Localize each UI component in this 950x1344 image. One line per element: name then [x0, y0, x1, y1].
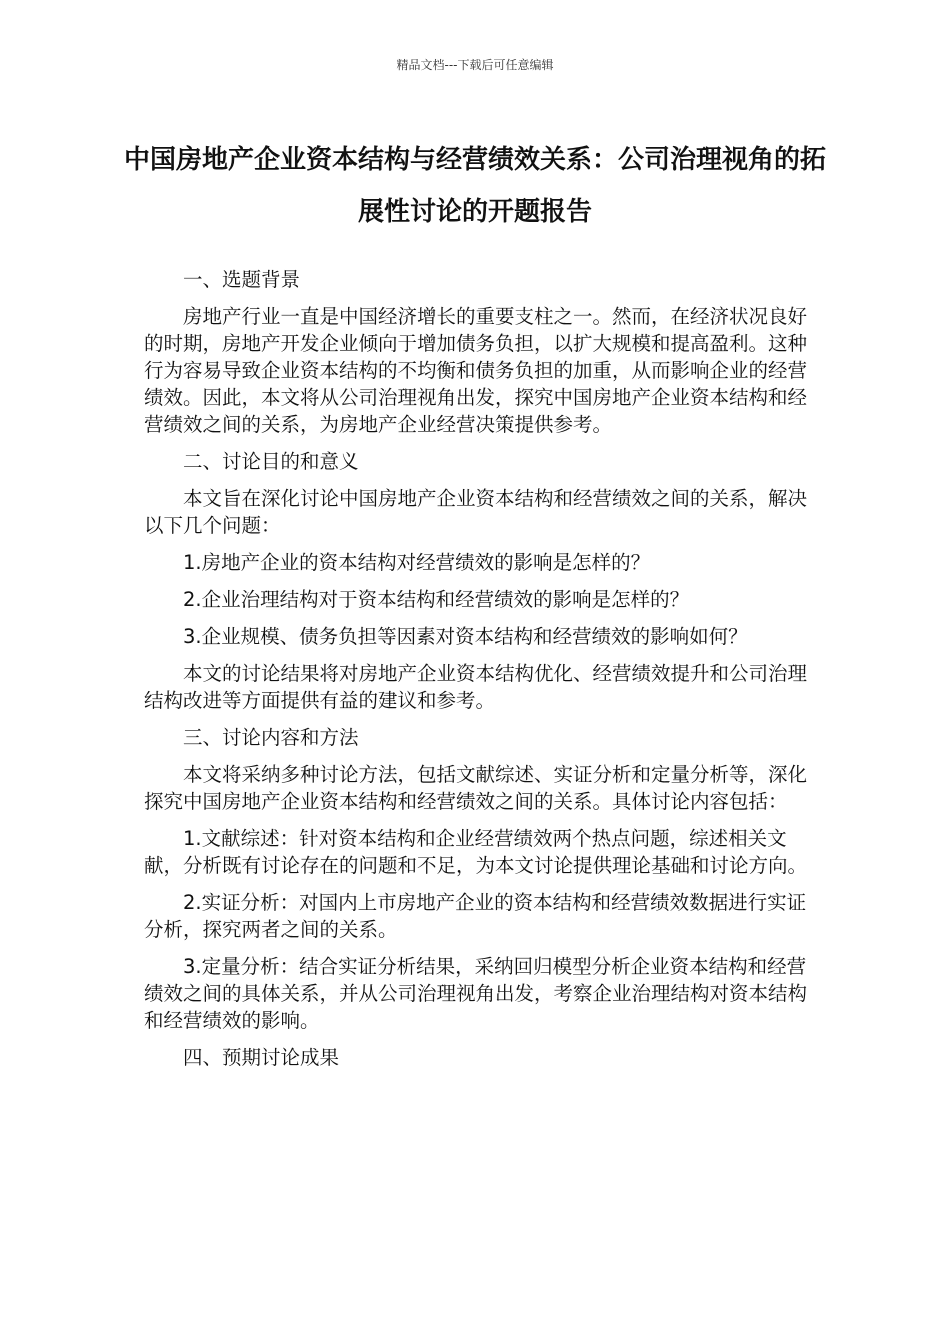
list-item-method-3: 3.定量分析：结合实证分析结果，采纳回归模型分析企业资本结构和经营绩效之间的具体关系，并从公司治理视角出发，考察企业治理结构对资本结构和经营绩效的影响。 — [144, 955, 808, 1032]
page-header: 精品文档---下载后可任意编辑 — [396, 58, 554, 72]
list-item-method-2: 2.实证分析：对国内上市房地产企业的资本结构和经营绩效数据进行实证分析，探究两者之间的关系。 — [144, 891, 807, 941]
section-heading-expected-results: 四、预期讨论成果 — [183, 1046, 340, 1069]
section-heading-background: 一、选题背景 — [183, 268, 301, 291]
document-body — [144, 266, 808, 1081]
paragraph-purpose-intro: 本文旨在深化讨论中国房地产企业资本结构和经营绩效之间的关系，解决以下几个问题： — [144, 487, 808, 537]
paragraph-purpose-significance: 本文的讨论结果将对房地产企业资本结构优化、经营绩效提升和公司治理结构改进等方面提供有益的建议和参考。 — [144, 662, 808, 712]
list-item-method-1: 1.文献综述：针对资本结构和企业经营绩效两个热点问题，综述相关文献，分析既有讨论存在的问题和不足，为本文讨论提供理论基础和讨论方向。 — [144, 827, 808, 877]
paragraph-background: 房地产行业一直是中国经济增长的重要支柱之一。然而，在经济状况良好的时期，房地产开发企业倾向于增加债务负担，以扩大规模和提高盈利。这种行为容易导致企业资本结构的不均衡和债务负担的加重，从而影响企业的经营绩效。因此，本文将从公司治理视角出发，探究中国房地产企业资本结构和经营绩效之间的关系，为房地产企业经营决策提供参考。 — [144, 305, 808, 436]
section-heading-purpose: 二、讨论目的和意义 — [183, 450, 359, 473]
section-heading-methods: 三、讨论内容和方法 — [183, 726, 359, 749]
list-item-question-2: 2.企业治理结构对于资本结构和经营绩效的影响是怎样的？ — [183, 588, 690, 611]
list-item-question-1: 1.房地产企业的资本结构对经营绩效的影响是怎样的？ — [183, 551, 651, 574]
document-title: 中国房地产企业资本结构与经营绩效关系：公司治理视角的拓展性讨论的开题报告 — [123, 145, 826, 227]
list-item-question-3: 3.企业规模、债务负担等因素对资本结构和经营绩效的影响如何？ — [183, 625, 748, 648]
paragraph-methods-intro: 本文将采纳多种讨论方法，包括文献综述、实证分析和定量分析等，深化探究中国房地产企业资本结构和经营绩效之间的关系。具体讨论内容包括： — [144, 763, 808, 813]
